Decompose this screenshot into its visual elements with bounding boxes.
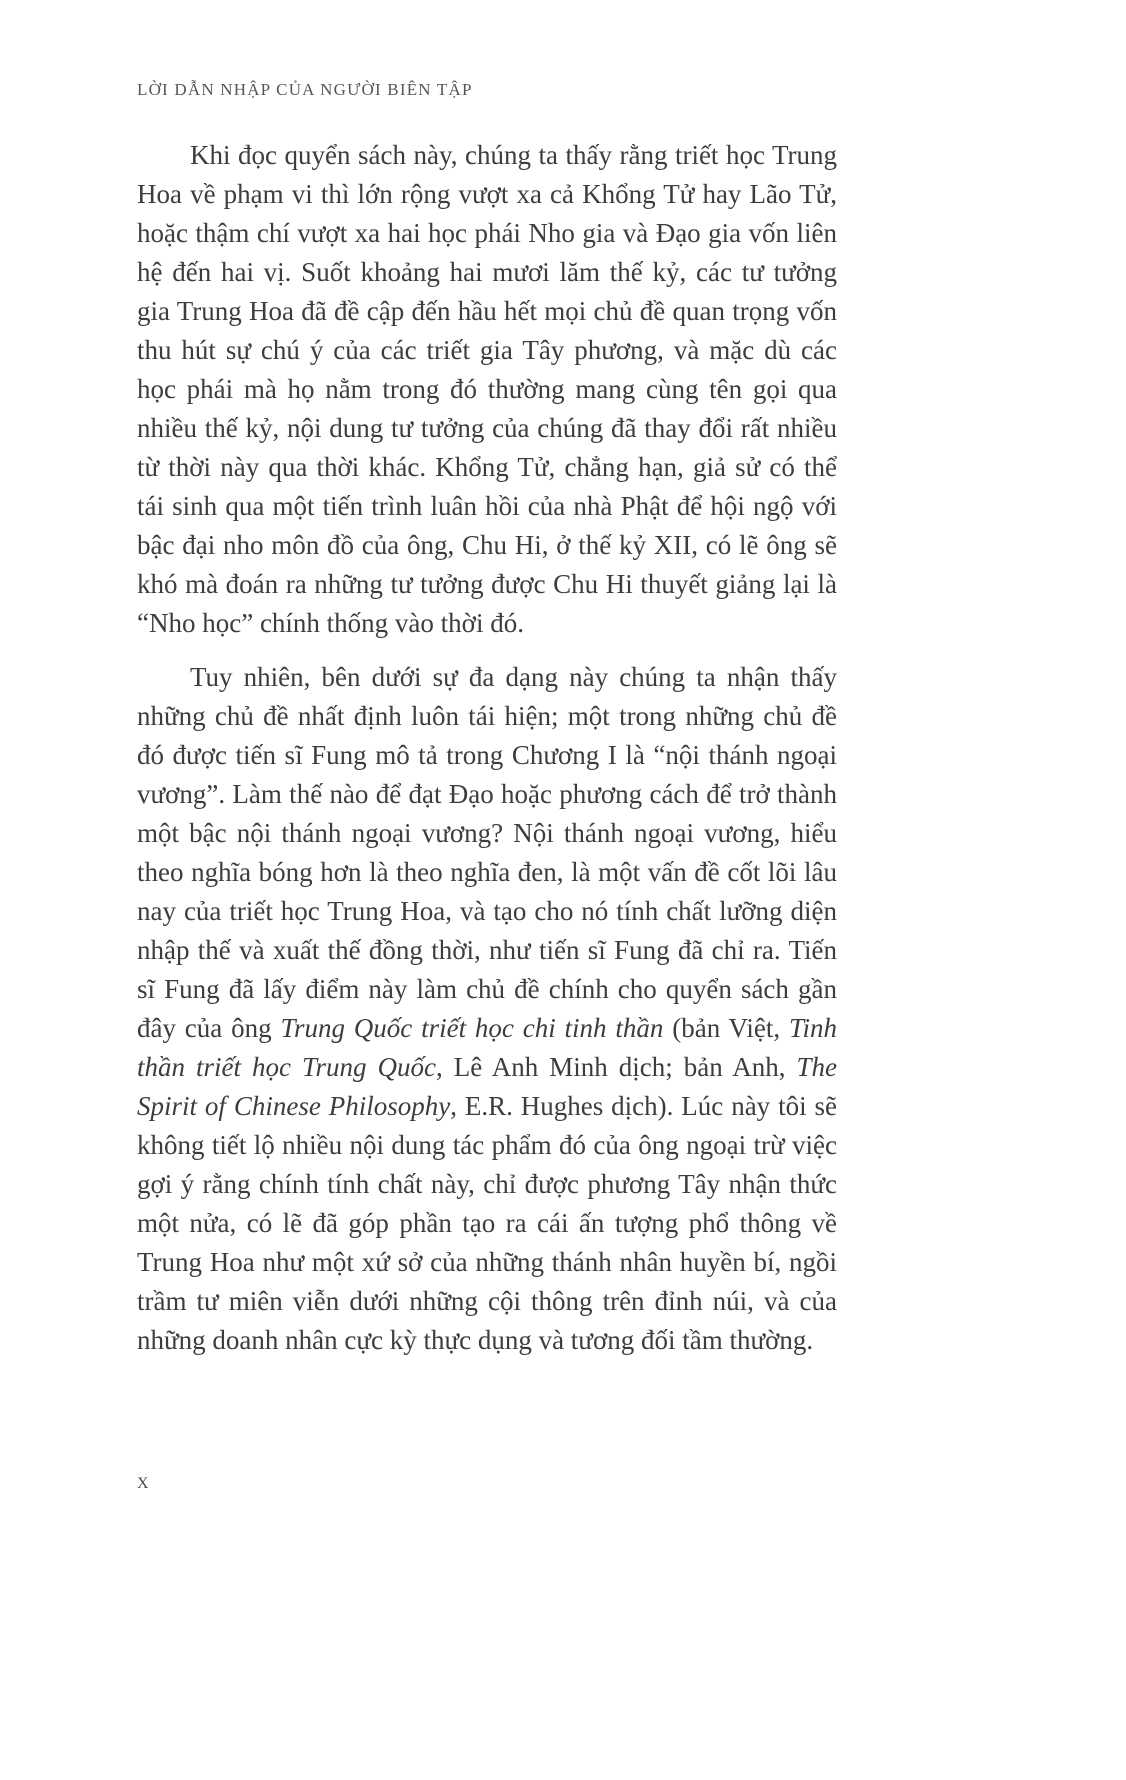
text-run: (bản Việt, [663,1013,789,1043]
italic-text-run: The Spirit of Chinese Philosophy [137,1052,837,1121]
italic-text-run: Tinh thần triết học Trung Quốc [137,1013,837,1082]
page-body [137,136,837,1360]
page-number: x [137,1468,149,1493]
text-run: Tuy nhiên, bên dưới sự đa dạng này chúng ta nhận thấy những chủ đề nhất định luôn tái hiện; một trong những chủ đề đó được tiến sĩ Fung mô tả trong Chương I là “nội thánh ngoại vương”. Làm thế nào để đạt Đạo hoặc phương cách để trở thành một bậc nội thánh ngoại vương? Nội thánh ngoại vương, hiểu theo nghĩa bóng hơn là theo nghĩa đen, là một vấn đề cốt lõi lâu nay của triết học Trung Hoa, và tạo cho nó tính chất lưỡng diện nhập thế và xuất thế đồng thời, như tiến sĩ Fung đã chỉ ra. Tiến sĩ Fung đã lấy điểm này làm chủ đề chính cho quyển sách gần đây của ông [137,662,837,1043]
text-run: Khi đọc quyển sách này, chúng ta thấy rằng triết học Trung Hoa về phạm vi thì lớn rộng vượt xa cả Khổng Tử hay Lão Tử, hoặc thậm chí vượt xa hai học phái Nho gia và Đạo gia vốn liên hệ đến hai vị. Suốt khoảng hai mươi lăm thế kỷ, các tư tưởng gia Trung Hoa đã đề cập đến hầu hết mọi chủ đề quan trọng vốn thu hút sự chú ý của các triết gia Tây phương, và mặc dù các học phái mà họ nằm trong đó thường mang cùng tên gọi qua nhiều thế kỷ, nội dung tư tưởng của chúng đã thay đổi rất nhiều từ thời này qua thời khác. Khổng Tử, chẳng hạn, giả sử có thể tái sinh qua một tiến trình luân hồi của nhà Phật để hội ngộ với bậc đại nho môn đồ của ông, Chu Hi, ở thế kỷ XII, có lẽ ông sẽ khó mà đoán ra những tư tưởng được Chu Hi thuyết giảng lại là “Nho học” chính thống vào thời đó. [137,140,837,638]
paragraph [137,136,837,643]
text-run: , E.R. Hughes dịch). Lúc này tôi sẽ không tiết lộ nhiều nội dung tác phẩm đó của ông ngoại trừ việc gợi ý rằng chính tính chất này, chỉ được phương Tây nhận thức một nửa, có lẽ đã góp phần tạo ra cái ấn tượng phổ thông về Trung Hoa như một xứ sở của những thánh nhân huyền bí, ngồi trầm tư miên viễn dưới những cội thông trên đỉnh núi, và của những doanh nhân cực kỳ thực dụng và tương đối tầm thường. [137,1091,837,1355]
paragraph [137,658,837,1360]
running-header: LỜI DẪN NHẬP CỦA NGƯỜI BIÊN TẬP [137,80,473,99]
italic-text-run: Trung Quốc triết học chi tinh thần [280,1013,664,1043]
text-run: , Lê Anh Minh dịch; bản Anh, [436,1052,797,1082]
